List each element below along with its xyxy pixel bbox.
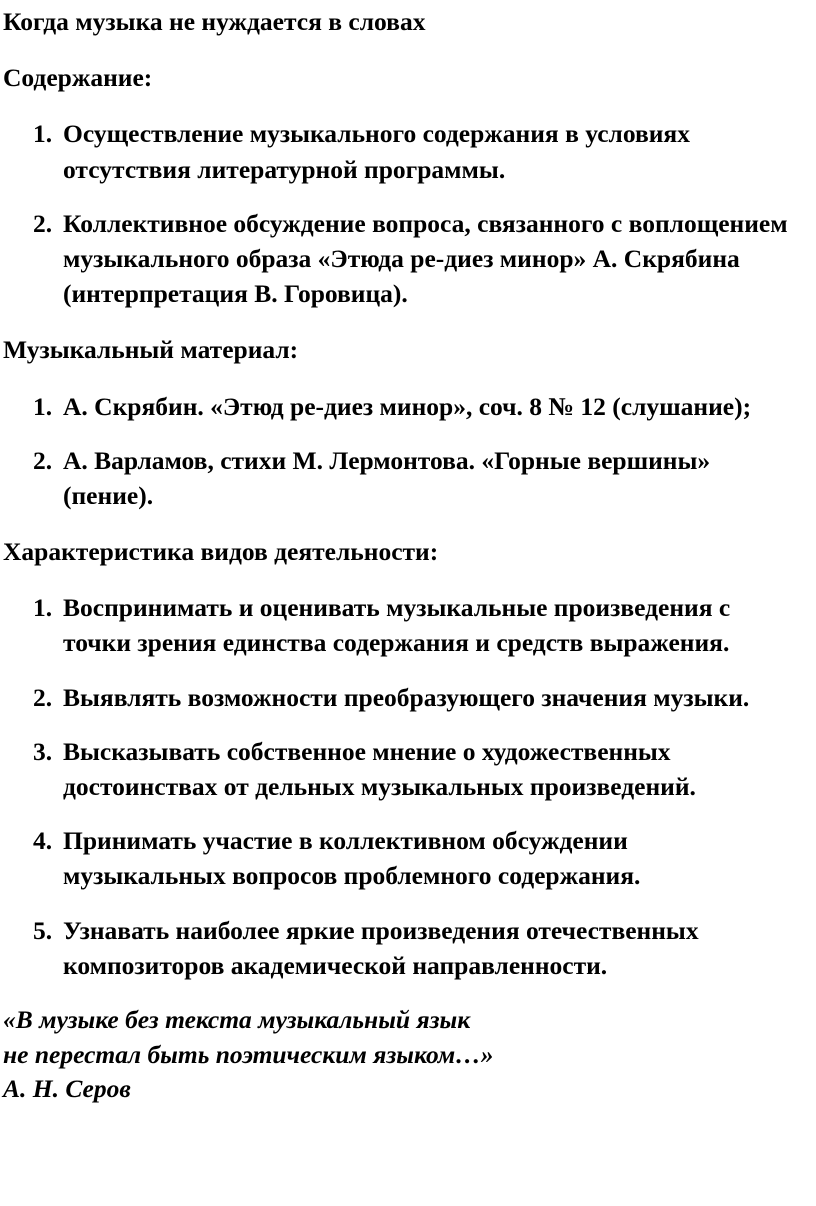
- list-item: [3, 116, 792, 186]
- document-title: Когда музыка не нуждается в словах: [3, 7, 426, 36]
- list-item-text: Выявлять возможности преобразующего значения музыки.: [63, 682, 750, 712]
- quote-line: «В музыке без текста музыкальный язык: [3, 1004, 471, 1034]
- list-item-number: 4.: [33, 826, 53, 856]
- list-item-text: Коллективное обсуждение вопроса, связанного с воплощением музыкального образа «Этюда ре-диез минор» А. Скрябина (интерпретация В. Горовица).: [63, 208, 788, 309]
- activities-heading: Характеристика видов деятельности:: [3, 537, 439, 567]
- list-item-text: А. Скрябин. «Этюд ре-диез минор», соч. 8 № 12 (слушание);: [63, 391, 752, 421]
- epigraph-quote: [3, 1003, 792, 1107]
- list-item-number: 2.: [33, 682, 53, 712]
- list-item-number: 2.: [33, 445, 53, 475]
- list-item-number: 1.: [33, 391, 53, 421]
- list-item: [3, 206, 792, 312]
- list-item-text: Высказывать собственное мнение о художественных достоинствах от дельных музыкальных произведений.: [63, 736, 696, 801]
- list-item: [3, 734, 792, 804]
- list-item-number: 2.: [33, 208, 53, 238]
- list-item: [3, 823, 792, 893]
- list-item: [3, 443, 792, 513]
- list-item-number: 1.: [33, 119, 53, 149]
- quote-author: А. Н. Серов: [3, 1074, 131, 1104]
- quote-line: не перестал быть поэтическим языком…»: [3, 1039, 494, 1069]
- list-item: [3, 590, 792, 660]
- material-heading: Музыкальный материал:: [3, 335, 299, 365]
- list-item-number: 5.: [33, 915, 53, 945]
- material-list: [3, 389, 792, 514]
- list-item-number: 3.: [33, 736, 53, 766]
- list-item: [3, 913, 792, 983]
- list-item-text: Принимать участие в коллективном обсуждении музыкальных вопросов проблемного содержания.: [63, 826, 641, 891]
- list-item-text: А. Варламов, стихи М. Лермонтова. «Горные вершины» (пение).: [63, 445, 711, 510]
- content-heading: Содержание:: [3, 63, 153, 93]
- list-item-text: Узнавать наиболее яркие произведения отечественных композиторов академической направленности.: [63, 915, 699, 980]
- list-item: [3, 680, 792, 715]
- list-item-number: 1.: [33, 593, 53, 623]
- activities-list: [3, 590, 792, 983]
- list-item-text: Осуществление музыкального содержания в условиях отсутствия литературной программы.: [63, 119, 690, 184]
- list-item: [3, 389, 792, 424]
- list-item-text: Воспринимать и оценивать музыкальные произведения с точки зрения единства содержания и средств выражения.: [63, 593, 731, 658]
- content-list: [3, 116, 792, 311]
